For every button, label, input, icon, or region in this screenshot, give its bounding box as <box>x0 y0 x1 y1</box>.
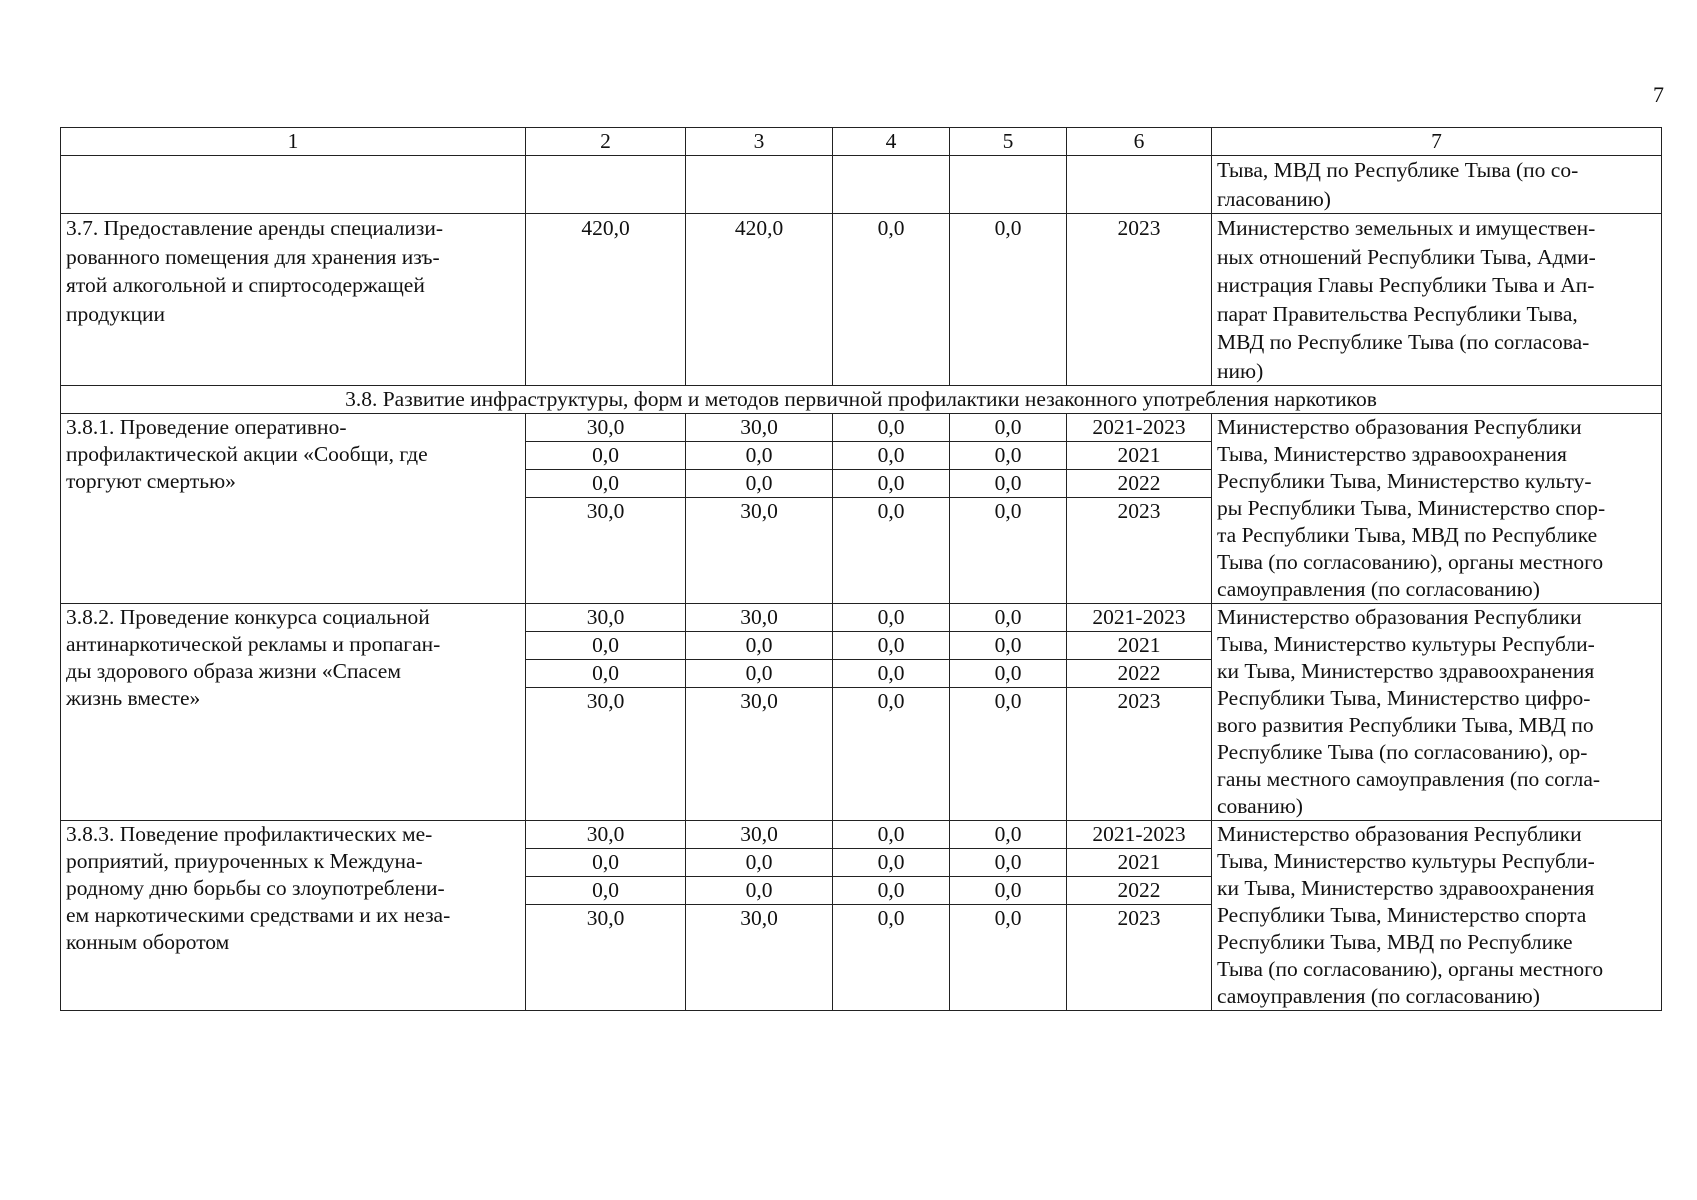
value-cell: 0,0 <box>686 442 833 470</box>
value-cell: 0,0 <box>833 442 950 470</box>
measure-name: 3.8.2. Проведение конкурса социальной антинаркотической рекламы и пропаган- ды здорового образа жизни «Спасем жизнь вместе» <box>61 604 526 821</box>
section-heading: 3.8. Развитие инфраструктуры, форм и методов первичной профилактики незаконного употребления наркотиков <box>61 386 1662 414</box>
value-cell: 30,0 <box>526 414 686 442</box>
value-cell: 0,0 <box>686 660 833 688</box>
value-cell: 0,0 <box>950 821 1067 849</box>
value-cell: 0,0 <box>686 877 833 905</box>
year-cell: 2021-2023 <box>1067 414 1212 442</box>
value-cell: 0,0 <box>526 470 686 498</box>
value-cell: 0,0 <box>950 604 1067 632</box>
column-number: 3 <box>686 128 833 156</box>
value-cell: 30,0 <box>686 414 833 442</box>
column-number: 2 <box>526 128 686 156</box>
value-cell: 420,0 <box>686 214 833 386</box>
value-cell: 0,0 <box>950 849 1067 877</box>
empty-cell <box>61 156 526 214</box>
year-cell: 2023 <box>1067 905 1212 1011</box>
value-cell: 0,0 <box>950 214 1067 386</box>
year-cell: 2021-2023 <box>1067 604 1212 632</box>
year-cell: 2021-2023 <box>1067 821 1212 849</box>
column-number-row <box>61 128 1662 156</box>
empty-cell <box>833 156 950 214</box>
year-cell: 2021 <box>1067 442 1212 470</box>
value-cell: 30,0 <box>526 821 686 849</box>
year-cell: 2023 <box>1067 214 1212 386</box>
empty-cell <box>686 156 833 214</box>
measure-name: 3.8.3. Поведение профилактических ме- роприятий, приуроченных к Междуна- родному дню борьбы со злоупотреблени- ем наркотическими средствами и их неза- конным оборотом <box>61 821 526 1011</box>
value-cell: 0,0 <box>950 632 1067 660</box>
page-number: 7 <box>1653 82 1664 107</box>
empty-cell <box>950 156 1067 214</box>
year-cell: 2022 <box>1067 470 1212 498</box>
value-cell: 30,0 <box>526 905 686 1011</box>
value-cell: 0,0 <box>950 470 1067 498</box>
table-row <box>61 604 1662 632</box>
value-cell: 0,0 <box>833 414 950 442</box>
value-cell: 30,0 <box>526 688 686 821</box>
value-cell: 0,0 <box>950 660 1067 688</box>
value-cell: 0,0 <box>526 632 686 660</box>
responsible-cell: Министерство образования Республики Тыва, Министерство культуры Республи- ки Тыва, Министерство здравоохранения Республики Тыва, Министерство спорта Республики Тыва, МВД по Республике Тыва (по согласованию), органы местного самоуправления (по согласованию) <box>1212 821 1662 1011</box>
value-cell: 0,0 <box>526 660 686 688</box>
value-cell: 0,0 <box>833 821 950 849</box>
value-cell: 30,0 <box>686 604 833 632</box>
value-cell: 0,0 <box>526 877 686 905</box>
value-cell: 30,0 <box>686 905 833 1011</box>
value-cell: 0,0 <box>950 905 1067 1011</box>
responsible-cell: Тыва, МВД по Республике Тыва (по со- гласованию) <box>1212 156 1662 214</box>
year-cell: 2023 <box>1067 498 1212 604</box>
value-cell: 0,0 <box>833 632 950 660</box>
year-cell: 2022 <box>1067 660 1212 688</box>
value-cell: 0,0 <box>950 498 1067 604</box>
table-row <box>61 821 1662 849</box>
value-cell: 0,0 <box>526 849 686 877</box>
value-cell: 0,0 <box>833 877 950 905</box>
table-row <box>61 414 1662 442</box>
table-row-3-7 <box>61 214 1662 386</box>
value-cell: 30,0 <box>526 498 686 604</box>
value-cell: 0,0 <box>950 877 1067 905</box>
responsible-cell: Министерство земельных и имуществен- ных отношений Республики Тыва, Адми- нистрация Главы Республики Тыва и Ап- парат Правительства Республики Тыва, МВД по Республике Тыва (по согласова- нию) <box>1212 214 1662 386</box>
column-number: 7 <box>1212 128 1662 156</box>
value-cell: 0,0 <box>526 442 686 470</box>
value-cell: 420,0 <box>526 214 686 386</box>
value-cell: 30,0 <box>686 498 833 604</box>
value-cell: 0,0 <box>833 498 950 604</box>
value-cell: 0,0 <box>833 688 950 821</box>
value-cell: 0,0 <box>833 905 950 1011</box>
value-cell: 0,0 <box>950 442 1067 470</box>
value-cell: 0,0 <box>686 632 833 660</box>
responsible-cell: Министерство образования Республики Тыва, Министерство культуры Республи- ки Тыва, Министерство здравоохранения Республики Тыва, Министерство цифро- вого развития Республики Тыва, МВД по Республике Тыва (по согласованию), ор- ганы местного самоуправления (по согла- сованию) <box>1212 604 1662 821</box>
section-heading-row <box>61 386 1662 414</box>
column-number: 4 <box>833 128 950 156</box>
value-cell: 0,0 <box>833 214 950 386</box>
value-cell: 0,0 <box>686 849 833 877</box>
year-cell: 2022 <box>1067 877 1212 905</box>
value-cell: 0,0 <box>950 414 1067 442</box>
value-cell: 0,0 <box>833 604 950 632</box>
value-cell: 30,0 <box>526 604 686 632</box>
empty-cell <box>1067 156 1212 214</box>
measure-name: 3.8.1. Проведение оперативно- профилактической акции «Сообщи, где торгуют смертью» <box>61 414 526 604</box>
value-cell: 0,0 <box>833 470 950 498</box>
year-cell: 2021 <box>1067 632 1212 660</box>
year-cell: 2023 <box>1067 688 1212 821</box>
program-table <box>60 127 1662 1011</box>
value-cell: 0,0 <box>833 660 950 688</box>
column-number: 1 <box>61 128 526 156</box>
year-cell: 2021 <box>1067 849 1212 877</box>
value-cell: 0,0 <box>686 470 833 498</box>
value-cell: 30,0 <box>686 821 833 849</box>
column-number: 6 <box>1067 128 1212 156</box>
value-cell: 0,0 <box>950 688 1067 821</box>
empty-cell <box>526 156 686 214</box>
responsible-cell: Министерство образования Республики Тыва, Министерство здравоохранения Республики Тыва, Министерство культу- ры Республики Тыва, Министерство спор- та Республики Тыва, МВД по Республике Тыва (по согласованию), органы местного самоуправления (по согласованию) <box>1212 414 1662 604</box>
measure-name: 3.7. Предоставление аренды специализи- рованного помещения для хранения изъ- ятой алкогольной и спиртосодержащей продукции <box>61 214 526 386</box>
value-cell: 0,0 <box>833 849 950 877</box>
continuation-row <box>61 156 1662 214</box>
value-cell: 30,0 <box>686 688 833 821</box>
column-number: 5 <box>950 128 1067 156</box>
